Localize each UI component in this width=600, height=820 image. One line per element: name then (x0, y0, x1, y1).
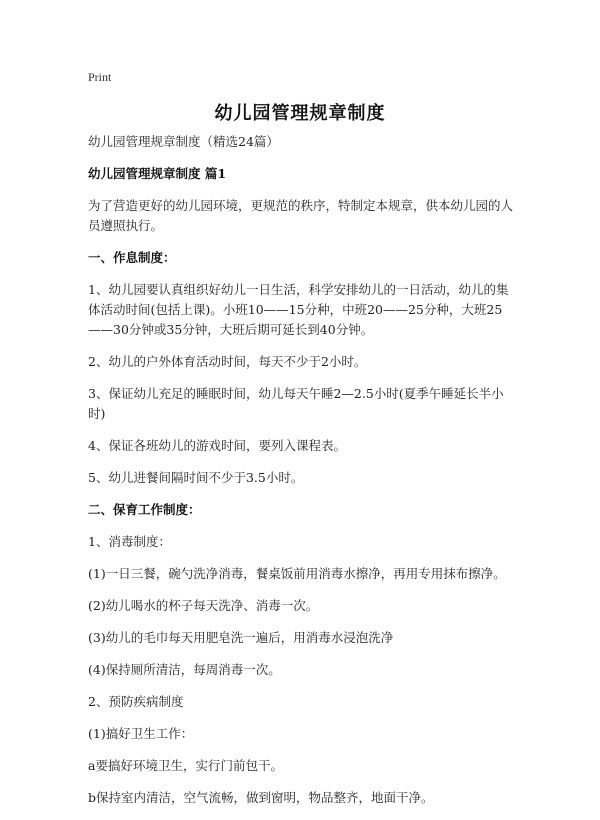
care-item: 1、消毒制度： (88, 534, 171, 549)
care-item: 2、预防疾病制度 (88, 694, 184, 709)
schedule-item: 2、幼儿的户外体育活动时间，每天不少于2小时。 (88, 354, 367, 369)
schedule-item: 3、保证幼儿充足的睡眠时间，幼儿每天午睡2—2.5小时(夏季午睡延长半小时) (88, 386, 504, 421)
section-heading-schedule: 一、作息制度： (88, 250, 176, 265)
intro-paragraph: 为了营造更好的幼儿园环境，更规范的秩序，特制定本规章，供本幼儿园的人员遵照执行。 (88, 198, 514, 233)
document-title: 幼儿园管理规章制度 (214, 103, 386, 124)
care-item: (3)幼儿的毛巾每天用肥皂洗一遍后，用消毒水浸泡洗净 (88, 630, 394, 645)
document-body (88, 132, 516, 820)
schedule-item: 4、保证各班幼儿的游戏时间，要列入课程表。 (88, 438, 346, 453)
care-item: b保持室内清洁，空气流畅，做到窗明，物品整齐，地面干净。 (88, 790, 434, 805)
schedule-item: 5、幼儿进餐间隔时间不少于3.5小时。 (88, 470, 304, 485)
print-label[interactable]: Print (88, 70, 112, 84)
schedule-item: 1、幼儿园要认真组织好幼儿一日生活，科学安排幼儿的一日活动，幼儿的集体活动时间(包括上课)。小班10——15分种，中班20——25分种，大班25——30分钟或35分钟，大班后期可延长到40分钟。 (88, 282, 509, 337)
care-item: (4)保持厕所清洁，每周消毒一次。 (88, 662, 281, 677)
care-item: a要搞好环境卫生，实行门前包干。 (88, 758, 283, 773)
section-title: 幼儿园管理规章制度 篇1 (88, 166, 227, 181)
care-item: (1)搞好卫生工作： (88, 726, 194, 741)
section-heading-care: 二、保育工作制度： (88, 502, 201, 517)
care-item: (1)一日三餐，碗勺洗净消毒，餐桌饭前用消毒水擦净，再用专用抹布擦净。 (88, 566, 506, 581)
care-item: (2)幼儿喝水的杯子每天洗净、消毒一次。 (88, 598, 319, 613)
document-subtitle: 幼儿园管理规章制度（精选24篇） (88, 134, 279, 149)
